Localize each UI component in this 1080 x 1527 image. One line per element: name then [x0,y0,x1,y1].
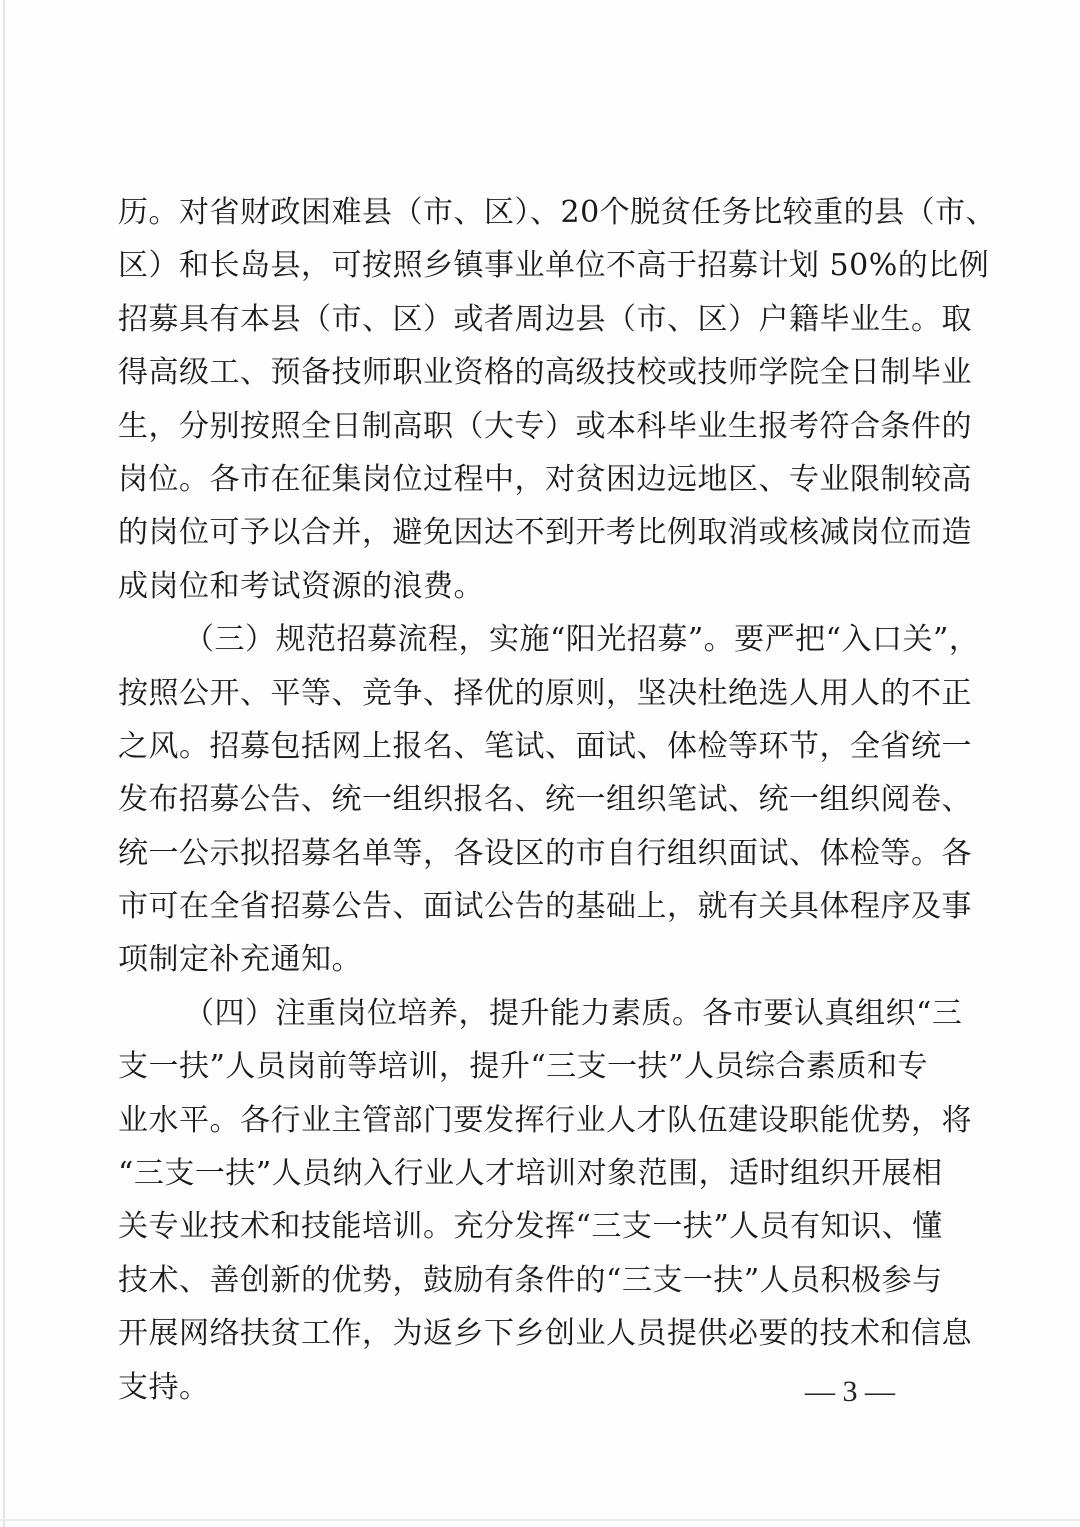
page-number: — 3 — [805,1375,895,1408]
text-line: 得高级工、预备技师职业资格的高级技校或技师学院全日制毕业 [118,355,972,391]
scan-bottom-edge [0,1519,1080,1521]
paragraph-continuation [118,186,997,613]
text-line: 成岗位和考试资源的浪费。 [118,568,484,604]
text-line: 支持。 [118,1369,210,1405]
text-line: 招募具有本县（市、区）或者周边县（市、区）户籍毕业生。取 [118,301,972,337]
text-line: 关专业技术和技能培训。充分发挥“三支一扶”人员有知识、懂 [118,1209,943,1245]
text-line: 统一公示拟招募名单等，各设区的市自行组织面试、体检等。各 [118,835,972,871]
text-line: 支一扶”人员岗前等培训，提升“三支一扶”人员综合素质和专 [118,1049,929,1085]
text-line: 的岗位可予以合并，避免因达不到开考比例取消或核减岗位而造 [118,515,972,551]
text-line: 技术、善创新的优势，鼓励有条件的“三支一扶”人员积极参与 [118,1262,943,1298]
paragraph-section-4 [118,987,972,1414]
text-line: 岗位。各市在征集岗位过程中，对贫困边远地区、专业限制较高 [118,461,972,497]
text-line: “三支一扶”人员纳入行业人才培训对象范围，适时组织开展相 [118,1156,943,1192]
section-heading-line: （四）注重岗位培养，提升能力素质。各市要认真组织“三 [184,995,963,1031]
document-body [118,186,997,1414]
scan-left-edge [3,0,5,1527]
text-line: 项制定补充通知。 [118,942,362,978]
text-line: 按照公开、平等、竞争、择优的原则，坚决杜绝选人用人的不正 [118,675,972,711]
text-line: 发布招募公告、统一组织报名、统一组织笔试、统一组织阅卷、 [118,782,972,818]
text-line: 市可在全省招募公告、面试公告的基础上，就有关具体程序及事 [118,889,972,925]
text-line: 开展网络扶贫工作，为返乡下乡创业人员提供必要的技术和信息 [118,1316,972,1352]
text-line: 区）和长岛县，可按照乡镇事业单位不高于招募计划 50%的比例 [118,248,990,284]
text-line: 生，分别按照全日制高职（大专）或本科毕业生报考符合条件的 [118,408,972,444]
text-line: 历。对省财政困难县（市、区）、20个脱贫任务比较重的县（市、 [118,195,997,230]
section-heading-line: （三）规范招募流程，实施“阳光招募”。要严把“入口关”， [184,622,980,658]
text-line: 业水平。各行业主管部门要发挥行业人才队伍建设职能优势，将 [118,1102,972,1138]
text-line: 之风。招募包括网上报名、笔试、面试、体检等环节，全省统一 [118,728,972,764]
paragraph-section-3 [118,613,980,987]
